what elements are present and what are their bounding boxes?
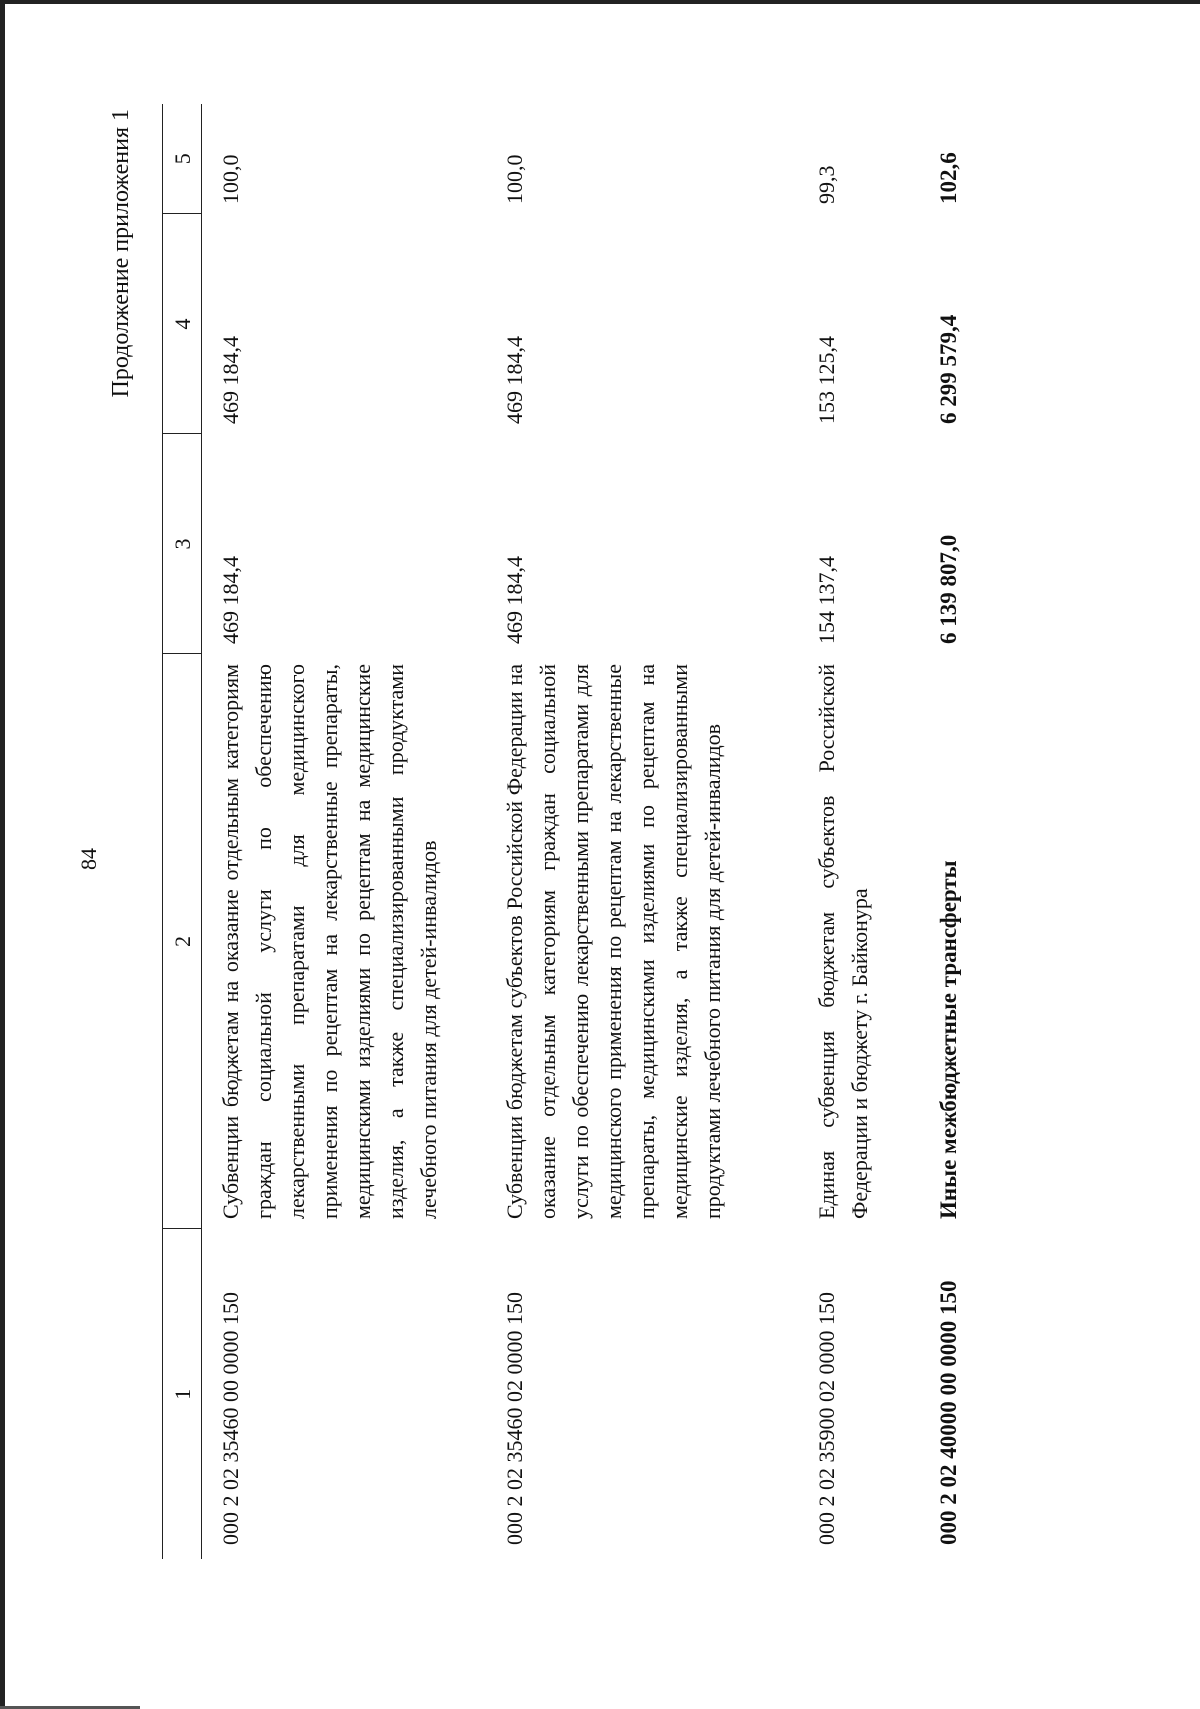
column-header-5: 5 [163,104,202,214]
budget-table [162,104,982,1559]
column-header-1: 1 [163,1229,202,1559]
row-col5: 100,0 [502,154,527,204]
row-code: 000 2 02 40000 00 0000 150 [936,1280,961,1545]
table-row [798,104,920,1559]
row-col3: 469 184,4 [218,556,243,644]
continuation-label: Продолжение приложения 1 [108,109,134,398]
table-row [486,104,798,1559]
column-header-3: 3 [163,434,202,654]
row-code: 000 2 02 35460 00 0000 150 [218,1292,243,1545]
row-col5: 100,0 [218,154,243,204]
row-name: Субвенции бюджетам субъектов Российской Федерации на оказание отдельным категориям граждан социальной услуги по обеспечению лекарственными препаратами для медицинского применения по рецептам на лекарственные препараты, медицинскими изделиями по рецептам на медицинские изделия, а также специализированными продуктами лечебного питания для детей-инвалидов [502,664,725,1219]
row-col4: 469 184,4 [502,336,527,424]
table-header-row [163,104,202,1559]
table-row-total [920,104,982,1559]
row-col4: 469 184,4 [218,336,243,424]
row-name: Субвенции бюджетам на оказание отдельным категориям граждан социальной услуги по обеспечению лекарственными препаратами для медицинского применения по рецептам на лекарственные препараты, медицинскими изделиями по рецептам на медицинские изделия, а также специализированными продуктами лечебного питания для детей-инвалидов [218,664,441,1219]
row-col3: 154 137,4 [814,556,839,644]
row-col3: 469 184,4 [502,556,527,644]
row-col5: 102,6 [936,152,961,204]
row-col3: 6 139 807,0 [936,534,961,644]
page-number: 84 [76,848,101,870]
row-col4: 6 299 579,4 [936,314,961,424]
row-name: Единая субвенция бюджетам субъектов Российской Федерации и бюджету г. Байконура [814,664,872,1219]
row-name: Иные межбюджетные трансферты [936,860,961,1219]
column-header-4: 4 [163,214,202,434]
column-header-2: 2 [163,654,202,1229]
row-col4: 153 125,4 [814,336,839,424]
row-col5: 99,3 [814,165,839,204]
table-row [202,104,487,1559]
row-code: 000 2 02 35900 02 0000 150 [814,1292,839,1545]
row-code: 000 2 02 35460 02 0000 150 [502,1292,527,1545]
